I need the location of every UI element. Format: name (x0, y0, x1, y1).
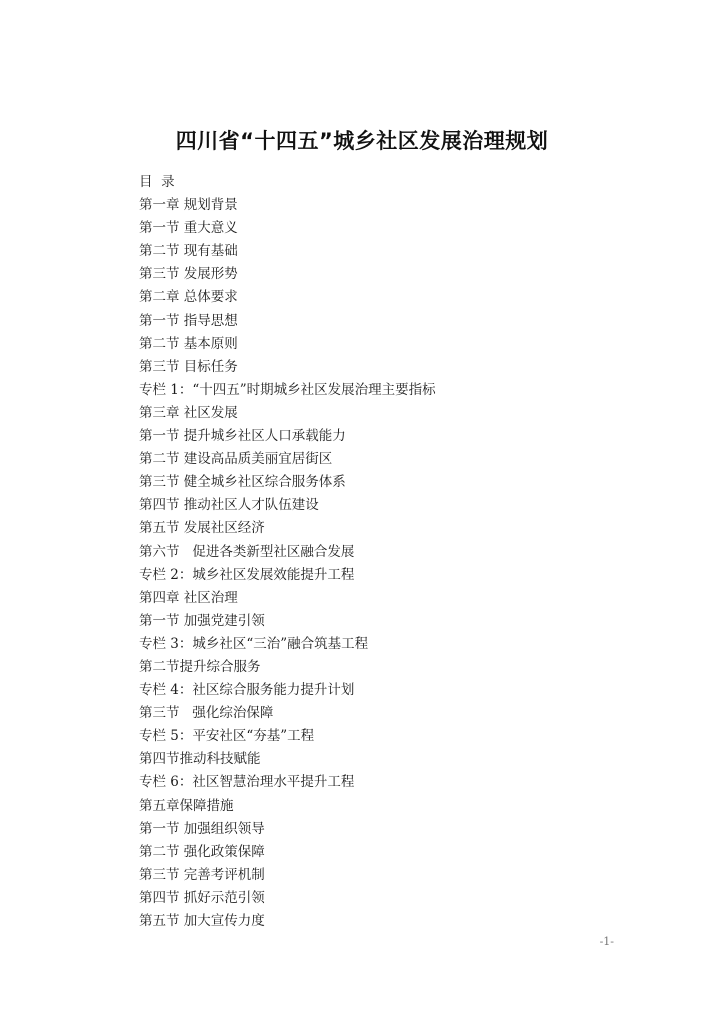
toc-item: 第三节 强化综治保障 (139, 705, 274, 722)
toc-item: 第三节 发展形势 (139, 266, 238, 283)
toc-item: 第二节 基本原则 (139, 335, 238, 352)
toc-item: 第四节推动科技赋能 (139, 751, 261, 768)
toc-item: 第四章 社区治理 (139, 589, 238, 606)
toc-item: 第五节 发展社区经济 (139, 520, 265, 537)
toc-item: 专栏 5：平安社区“夯基”工程 (139, 728, 315, 745)
toc-item: 专栏 2：城乡社区发展效能提升工程 (139, 566, 355, 583)
toc-item: 专栏 1：“十四五”时期城乡社区发展治理主要指标 (139, 381, 436, 398)
toc-item: 第一节 加强组织领导 (139, 820, 265, 837)
toc-item: 第六节 促进各类新型社区融合发展 (139, 543, 355, 560)
toc-item: 第二节 强化政策保障 (139, 843, 265, 860)
toc-item: 第二节提升综合服务 (139, 658, 261, 675)
toc-item: 第四节 推动社区人才队伍建设 (139, 497, 319, 514)
toc-item: 第五章保障措施 (139, 797, 234, 814)
table-of-contents (139, 171, 436, 933)
toc-item: 第三节 健全城乡社区综合服务体系 (139, 474, 346, 491)
toc-item: 第一节 重大意义 (139, 220, 238, 237)
toc-item: 第二节 建设高品质美丽宜居街区 (139, 451, 333, 468)
toc-item: 第四节 抓好示范引领 (139, 889, 265, 906)
toc-item: 第一节 指导思想 (139, 312, 238, 329)
toc-item: 专栏 4：社区综合服务能力提升计划 (139, 682, 355, 699)
toc-item: 第二节 现有基础 (139, 243, 238, 260)
page-number: -1- (599, 935, 614, 948)
toc-item: 第三节 目标任务 (139, 358, 238, 375)
toc-item: 第五节 加大宣传力度 (139, 913, 265, 929)
document-title: 四川省“十四五”城乡社区发展治理规划 (175, 129, 549, 154)
toc-heading: 目 录 (139, 174, 175, 190)
toc-item: 第三节 完善考评机制 (139, 866, 265, 883)
toc-item: 专栏 3：城乡社区“三治”融合筑基工程 (139, 635, 369, 652)
toc-item: 第三章 社区发展 (139, 404, 238, 421)
toc-item: 第一节 加强党建引领 (139, 612, 265, 629)
toc-item: 第一章 规划背景 (139, 197, 238, 214)
toc-item: 专栏 6：社区智慧治理水平提升工程 (139, 774, 355, 791)
toc-item: 第一节 提升城乡社区人口承载能力 (139, 428, 346, 445)
toc-item: 第二章 总体要求 (139, 289, 238, 306)
